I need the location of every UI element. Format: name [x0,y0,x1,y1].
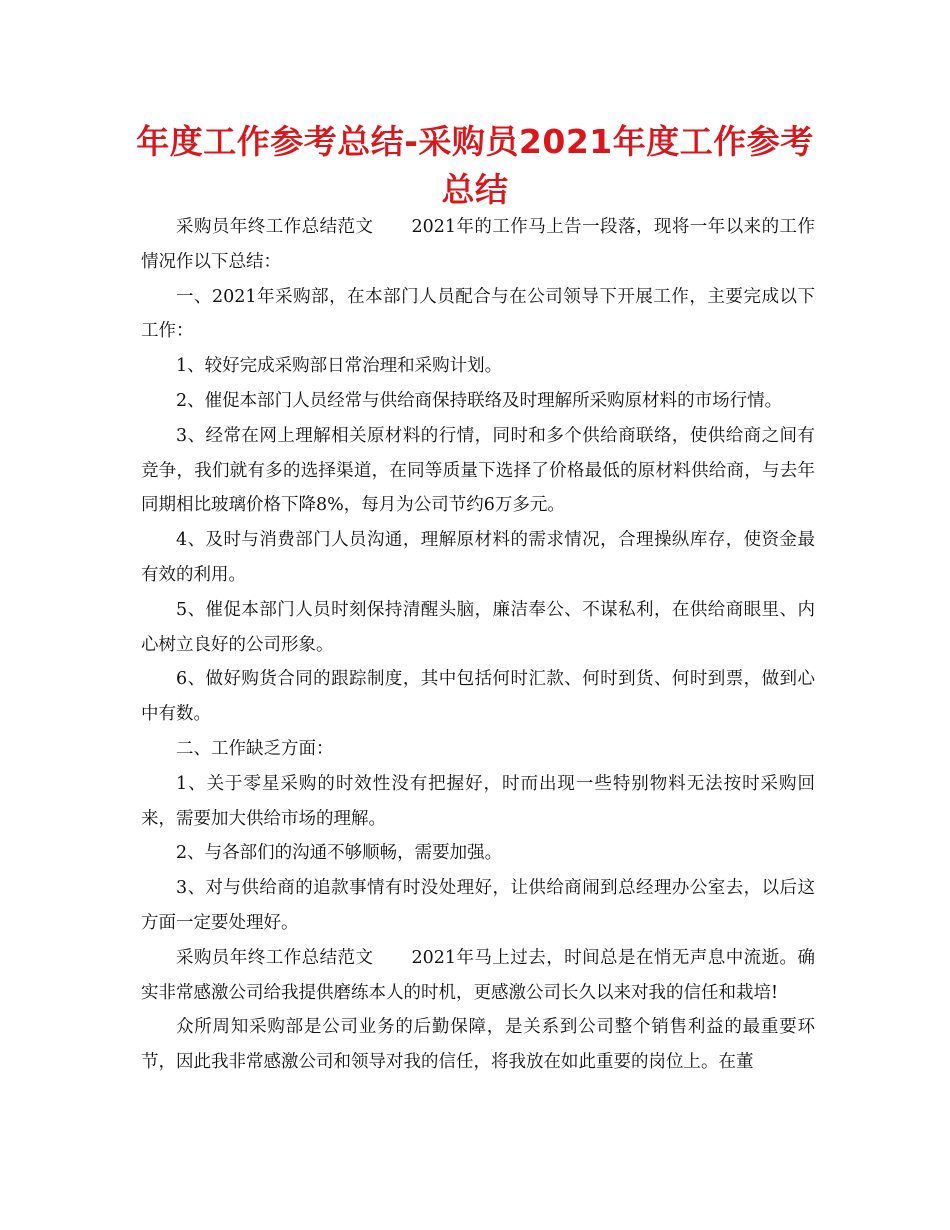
paragraph: 众所周知采购部是公司业务的后勤保障，是关系到公司整个销售利益的最重要环节，因此我非常感激公司和领导对我的信任，将我放在如此重要的岗位上。在董 [141,1017,815,1073]
paragraph: 2、催促本部门人员经常与供给商保持联络及时理解所采购原材料的市场行情。 [176,390,783,411]
paragraph: 4、及时与消费部门人员沟通，理解原材料的需求情况，合理操纵库存，使资金最有效的利用。 [141,530,815,585]
paragraph: 二、工作缺乏方面： [176,738,334,759]
document-body [141,210,815,1080]
paragraph: 5、催促本部门人员时刻保持清醒头脑，廉洁奉公、不谋私利，在供给商眼里、内心树立良好的公司形象。 [141,599,815,655]
paragraph-intro-2 [141,941,815,1011]
paragraph: 3、对与供给商的追款事情有时没处理好，让供给商闹到总经理办公室去，以后这方面一定要处理好。 [141,878,815,933]
paragraph: 3、经常在网上理解相关原材料的行情，同时和多个供给商联络，使供给商之间有竞争，我们就有多的选择渠道，在同等质量下选择了价格最低的原材料供给商，与去年同期相比玻璃价格下降8%，每月为公司节约6万多元。 [141,425,815,516]
paragraph: 1、关于零星采购的时效性没有把握好，时而出现一些特别物料无法按时采购回来，需要加大供给市场的理解。 [141,773,815,829]
paragraph-text: 2021年马上过去，时间总是在悄无声息中流逝。确实非常感激公司给我提供磨练本人的时机，更感激公司长久以来对我的信任和栽培! [141,947,815,1003]
section-heading: 采购员年终工作总结范文 [176,217,374,237]
paragraph: 一、2021年采购部，在本部门人员配合与在公司领导下开展工作，主要完成以下工作： [141,286,815,342]
section-heading: 采购员年终工作总结范文 [176,947,374,968]
paragraph: 1、较好完成采购部日常治理和采购计划。 [176,356,503,377]
paragraph-intro-1 [141,210,815,280]
paragraph-text: 2021年的工作马上告一段落，现将一年以来的工作情况作以下总结： [141,217,815,272]
paragraph: 6、做好购货合同的跟踪制度，其中包括何时汇款、何时到货、何时到票，做到心中有数。 [141,669,815,725]
document-title: 年度工作参考总结-采购员2021年度工作参考总结 [136,122,814,209]
paragraph: 2、与各部们的沟通不够顺畅，需要加强。 [176,843,503,864]
